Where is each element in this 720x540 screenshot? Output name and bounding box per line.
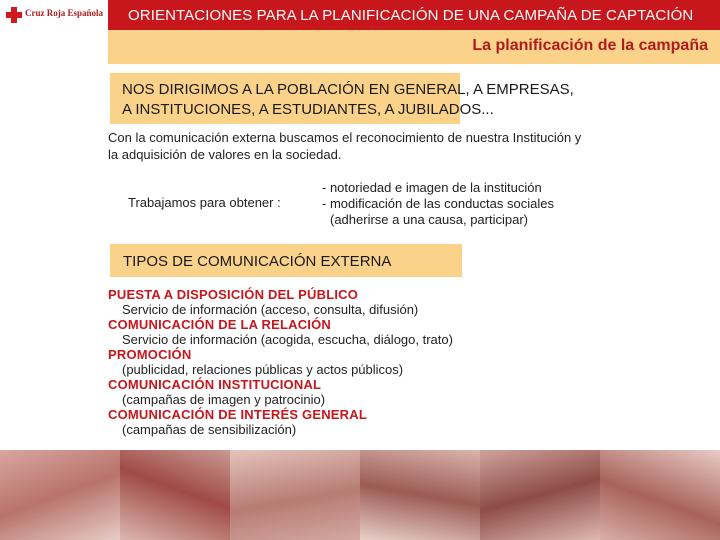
audience-box (110, 73, 574, 124)
type-heading: PUESTA A DISPOSICIÓN DEL PÚBLICO (108, 287, 359, 302)
intro-paragraph (108, 129, 648, 163)
intro-line-2: la adquisición de valores en la sociedad. (108, 147, 342, 162)
photo-collage (0, 450, 720, 540)
page-title: ORIENTACIONES PARA LA PLANIFICACIÓN DE UNA CAMPAÑA DE CAPTACIÓN (128, 7, 694, 24)
type-detail: (campañas de imagen y patrocinio) (122, 392, 326, 407)
goal-item: (adherirse a una causa, participar) (330, 212, 528, 227)
type-heading: COMUNICACIÓN DE INTERÉS GENERAL (108, 407, 367, 422)
types-title: TIPOS DE COMUNICACIÓN EXTERNA (123, 253, 392, 270)
type-detail: (campañas de sensibilización) (122, 422, 297, 437)
subtitle-band (108, 30, 720, 64)
types-list (108, 287, 453, 437)
type-detail: Servicio de información (acceso, consulta, difusión) (122, 302, 419, 317)
audience-line-2: A INSTITUCIONES, A ESTUDIANTES, A JUBILADOS... (122, 101, 494, 118)
intro-line-1: Con la comunicación externa buscamos el reconocimiento de nuestra Institución y (108, 130, 582, 145)
goal-item: - modificación de las conductas sociales (322, 196, 554, 211)
goals-list (322, 180, 554, 228)
audience-line-1: NOS DIRIGIMOS A LA POBLACIÓN EN GENERAL, A EMPRESAS, (122, 81, 574, 98)
type-detail: (publicidad, relaciones públicas y actos públicos) (122, 362, 404, 377)
type-heading: PROMOCIÓN (108, 347, 192, 362)
goal-item: - notoriedad e imagen de la institución (322, 180, 542, 195)
photo-people (230, 450, 360, 540)
photo-children (480, 450, 600, 540)
page-subtitle: La planificación de la campaña (472, 37, 708, 54)
photo-aid (360, 450, 480, 540)
logo (0, 0, 108, 30)
photo-volunteers (0, 450, 120, 540)
audience-text (122, 80, 574, 120)
photo-rescue (120, 450, 230, 540)
type-heading: COMUNICACIÓN DE LA RELACIÓN (108, 317, 332, 332)
title-bar (108, 0, 720, 30)
brand-name: Cruz Roja Española (25, 8, 104, 18)
types-title-box (110, 244, 462, 277)
type-detail: Servicio de información (acogida, escucha, diálogo, trato) (122, 332, 453, 347)
photo-child (600, 450, 720, 540)
type-heading: COMUNICACIÓN INSTITUCIONAL (108, 377, 322, 392)
goals-label: Trabajamos para obtener : (128, 195, 281, 210)
red-cross-icon (6, 7, 22, 23)
